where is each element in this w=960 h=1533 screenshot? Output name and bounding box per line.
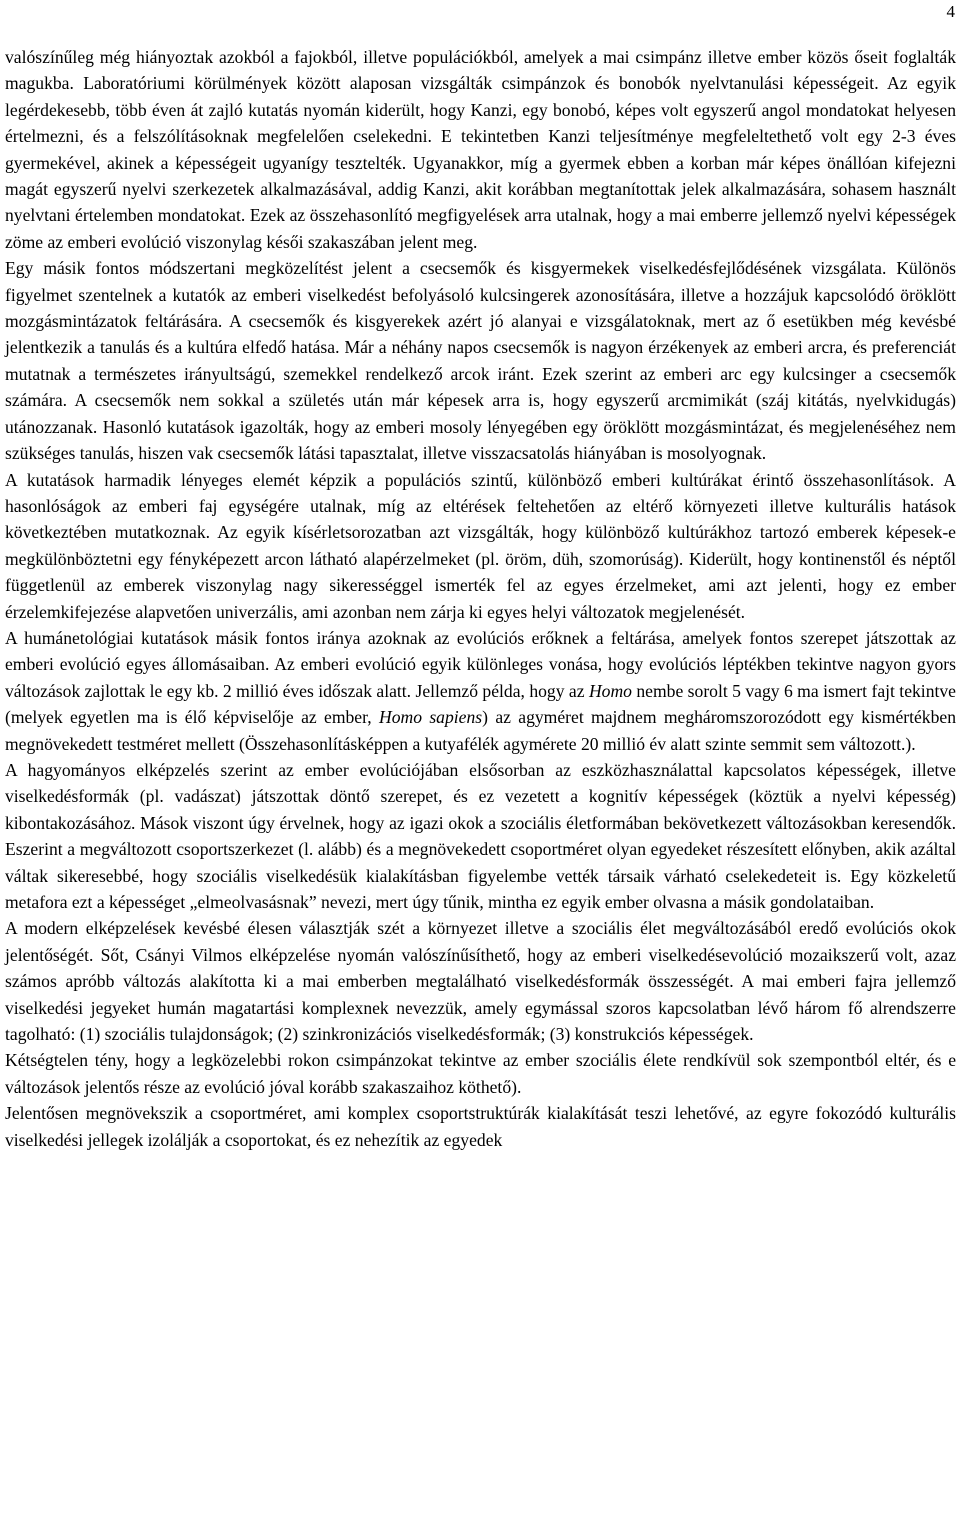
paragraph — [5, 255, 956, 466]
paragraph-text: ) az agyméret majdnem megháromszorozódott egy kismértékben megnövekedett testméret mellett (Összehasonlításképpen a kutyafélék agymérete 20 millió év alatt szinte semmit sem változott.). — [5, 707, 957, 754]
paragraph-text: Kétségtelen tény, hogy a legközelebbi rokon csimpánzokat tekintve az ember szociális élete rendkívül sok szempontból eltér, és e változások jelentős része az evolúció jóval korább szakaszaihoz köthető). — [5, 1050, 956, 1097]
page-number: 4 — [946, 2, 955, 21]
paragraph-text: A modern elképzelések kevésbé élesen választják szét a környezet illetve a szociális élet megváltozásából eredő evolúciós okok jelentőségét. Sőt, Csányi Vilmos elképzelése nyomán valószínűsíthető, hogy az emberi viselkedésevolúció mozaikszerű volt, azaz számos apróbb változás alakította ki a mai emberben megtalálható viselkedésformák összességét. A mai emberi fajra jellemző viselkedési jegyeket humán magatartási komplexnek nevezzük, amely egymással szoros kapcsolatban lévő három fő alrendszerre tagolható: (1) szociális tulajdonságok; (2) szinkronizációs viselkedésformák; (3) konstrukciós képességek. — [5, 918, 956, 1045]
paragraph — [5, 915, 956, 1047]
paragraph — [5, 625, 956, 757]
paragraph — [5, 757, 956, 915]
paragraph-text: A hagyományos elképzelés szerint az ember evolúciójában elsősorban az eszközhasználattal kapcsolatos képességek, illetve viselkedésformák (pl. vadászat) játszottak döntő szerepet, és ez vezetett a kognitív képességek (köztük a nyelvi képesség) kibontakozásához. Mások viszont úgy érvelnek, hogy az igazi okok a szociális életformában bekövetkezett változásokban keresendők. Eszerint a megváltozott csoportszerkezet (l. alább) és a megnövekedett csoportméret olyan egyedeket részesített előnyben, akik azáltal váltak sikeresebbé, hogy szociális viselkedésük kialakításban figyelembe vették társaik várható cselekedeteit is. Egy közkeletű metafora ezt a képességet „elmeolvasásnak” nevezi, mert úgy tűnik, mintha ez egyik ember olvasna a másik gondolataiban. — [5, 759, 956, 912]
paragraph — [5, 1047, 956, 1100]
paragraph-text: Jelentősen megnövekszik a csoportméret, ami komplex csoportstruktúrák kialakítását teszi lehetővé, az egyre fokozódó kulturális viselkedési jellegek izolálják a csoportokat, és ez nehezítik az egyedek — [5, 1103, 956, 1150]
paragraph-text: nembe sorolt 5 vagy 6 ma ismert fajt tekintve (melyek egyetlen ma is élő képviselője az ember, — [5, 680, 956, 728]
paragraph — [5, 44, 956, 255]
paragraph-text: valószínűleg még hiányoztak azokból a fajokból, illetve populációkból, amelyek a mai csimpánz illetve ember közös őseit foglalták magukba. Laboratóriumi körülmények között alaposan vizsgálták csimpánzok és bonobók nyelvtanulási képességeit. Az egyik legérdekesebb, több éven át zajló kutatás nyomán kiderült, hogy Kanzi, egy bonobó, képes volt egyszerű angol mondatokat helyesen értelmezni, és a felszólításoknak megfelelően cselekedni. E tekintetben Kanzi teljesítménye megfeleltethető volt egy 2-3 éves gyermekével, akinek a képességeit ugyanígy tesztelték. Ugyanakkor, míg a gyermek ebben a korban már képes önállóan kifejezni magát egyszerű nyelvi szerkezetek alkalmazásával, addig Kanzi, akit korábban megtanítottak jelek alkalmazására, sohasem használt nyelvtani értelemben mondatokat. Ezek az összehasonlító megfigyelések arra utalnak, hogy a mai emberre jellemző nyelvi képességek zöme az emberi evolúció viszonylag késői szakaszában jelent meg. — [5, 47, 956, 252]
paragraph — [5, 467, 956, 625]
paragraph-text: A kutatások harmadik lényeges elemét képzik a populációs szintű, különböző emberi kultúrákat érintő összehasonlítások. A hasonlóságok az emberi faj egységére utalnak, míg az eltérések feltehetően az eltérő környezeti illetve kulturális hatások következtében mutatkoznak. Az egyik kísérletsorozatban azt vizsgálták, hogy különböző kultúrákhoz tartozó emberek képesek-e megkülönböztetni egy fényképezett arcon látható alapérzelmeket (pl. öröm, düh, szomorúság). Kiderült, hogy kontinenstől és néptől függetlenül az emberek viszonylag nagy sikerességgel ismerték fel az egyes érzelmeket, ami azt jelenti, hogy ez ember érzelemkifejezése alapvetően univerzális, ami azonban nem zárja ki egyes helyi változatok megjelenését. — [5, 469, 956, 622]
paragraph — [5, 1100, 956, 1153]
italic-term: Homo — [588, 680, 632, 701]
paragraph-text: Egy másik fontos módszertani megközelítést jelent a csecsemők és kisgyermekek viselkedésfejlődésének vizsgálata. Különös figyelmet szentelnek a kutatók az emberi viselkedést befolyásoló kulcsingerek azonosítására, illetve a hozzájuk kapcsolódó öröklött mozgásmintázatok feltárására. A csecsemők és kisgyerekek azért jó alanyai e vizsgálatoknak, mert az ő esetükben még kevésbé jelentkezik a tanulás és a kultúra elfedő hatása. Már a néhány napos csecsemők is nagyon érzékenyek az emberi arcra, és preferenciát mutatnak a természetes irányultságú, szemekkel rendelkező arcok iránt. Ezek szerint az emberi arc egy kulcsinger a csecsemők számára. A csecsemők nem sokkal a születés után már képesek arra is, hogy egyszerű arcmimikát (száj kitátás, nyelvkidugás) utánozzanak. Hasonló kutatások igazolták, hogy az emberi mosoly lényegében egy öröklött mozgásmintázat, és megjelenéséhez nem szükséges tanulás, hiszen vak csecsemők látási tapasztalat, illetve visszacsatolás hiányában is mosolyognak. — [5, 258, 956, 464]
italic-term: Homo sapiens — [379, 707, 483, 728]
paragraph-text: A humánetológiai kutatások másik fontos iránya azoknak az evolúciós erőknek a feltárása, amelyek fontos szerepet játszottak az emberi evolúció egyes állomásaiban. Az emberi evolúció egyik különleges vonása, hogy evolúciós léptékben tekintve nagyon gyors változások zajlottak le egy kb. 2 millió éves időszak alatt. Jellemző példa, hogy az — [5, 627, 956, 701]
body-text — [5, 44, 956, 1153]
